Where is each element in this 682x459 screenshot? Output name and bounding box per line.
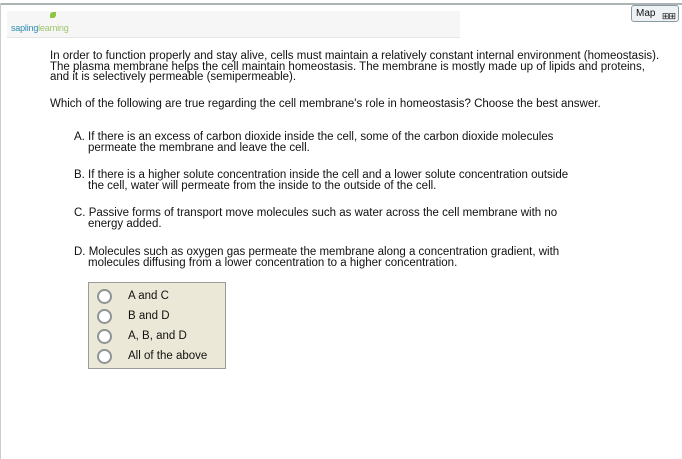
choice-b-and-d[interactable]: B and D [97, 307, 170, 325]
choice-a-and-c[interactable]: A and C [97, 287, 169, 305]
statement-a: A. If there is an excess of carbon dioxide inside the cell, some of the carbon dioxide molecules permeate the membrane and leave the cell. [74, 131, 554, 154]
statement-b: B. If there is a higher solute concentration inside the cell and a lower solute concentration outside the cell, water will permeate from the inside to the outside of the cell. [74, 169, 569, 192]
header-bar [7, 11, 460, 38]
statement-c: C. Passive forms of transport move molecules such as water across the cell membrane with no energy added. [74, 207, 558, 230]
radio-button[interactable] [97, 289, 112, 304]
logo-text-learning: learning [38, 23, 69, 33]
answer-choices [88, 282, 226, 369]
map-label: Map [636, 8, 656, 19]
sapling-learning-logo [11, 23, 69, 33]
choice-all-of-the-above[interactable]: All of the above [97, 347, 207, 365]
radio-button[interactable] [97, 309, 112, 324]
sprout-icon [50, 12, 56, 18]
top-border [0, 3, 682, 5]
intro-text: In order to function properly and stay alive, cells must maintain a relatively constant internal environment (homeostasis). The plasma membrane helps the cell maintain homeostasis. The membrane is mostly made up of lipids and proteins, and it is selectively permeable (semipermeable). [50, 50, 660, 83]
logo-text-sapling: sapling [11, 23, 39, 33]
radio-button[interactable] [97, 349, 112, 364]
statement-d: D. Molecules such as oxygen gas permeate the membrane along a concentration gradient, with molecules diffusing from a lower concentration to a higher concentration. [74, 246, 560, 269]
map-button[interactable] [631, 5, 679, 22]
left-border [0, 3, 1, 459]
radio-button[interactable] [97, 329, 112, 344]
question-text: Which of the following are true regarding the cell membrane's role in homeostasis? Choose the best answer. [50, 98, 601, 110]
sitemap-icon: ⊞⊞ [661, 11, 675, 21]
choice-a-b-and-d[interactable]: A, B, and D [97, 327, 187, 345]
